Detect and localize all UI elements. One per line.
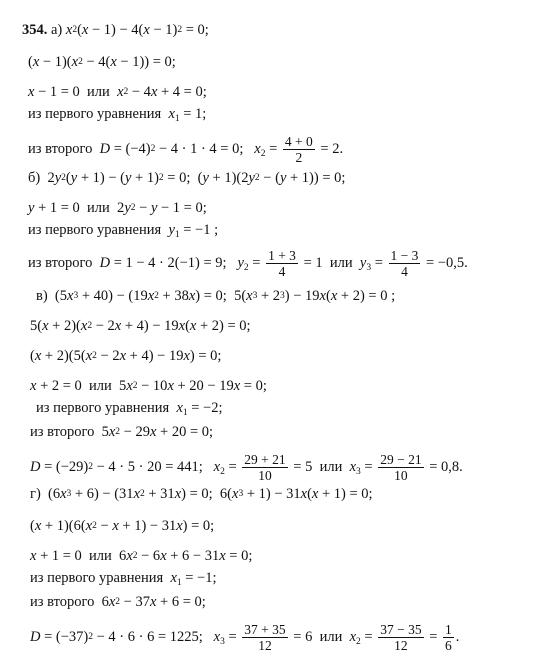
- equation-line: $D = (-29)^2 - 4 \cdot 5 \cdot 20 = 441$; $x_2$ = $\frac{29 + 21}{10}$ = 5 или $x_3$ = $\frac{29 - 21}{10}$ = 0,8.: [30, 452, 463, 483]
- equation-line: $(x + 2)(5(x^2 - 2x + 4) - 19x) = 0$;: [30, 348, 222, 364]
- equation-line: 354. а) $x^2(x - 1) - 4(x - 1)^2 = 0$;: [22, 22, 209, 38]
- equation-line: из второго $5x^2 - 29x + 20 = 0$;: [30, 424, 214, 440]
- equation-line: x + 2 = 0 или $5x^2 - 10x + 20 - 19x = 0$;: [30, 378, 267, 394]
- equation-line: из второго $D = (-4)^2 - 4 \cdot 1 \cdot 4 = 0$; $x_2$ = $\frac{4 + 0}{2}$ = 2.: [28, 134, 344, 165]
- equation-line: б) $2y^2(y + 1) - (y + 1)^2 = 0$; $(y + 1)(2y^2 - (y + 1)) = 0$;: [28, 170, 346, 186]
- equation-line: из первого уравнения $x_1 = 1$;: [28, 106, 207, 124]
- equation-line: $(x + 1)(6(x^2 - x + 1) - 31x) = 0$;: [30, 518, 215, 534]
- equation-line: $D = (-37)^2 - 4 \cdot 6 \cdot 6 = 1225$; $x_3$ = $\frac{37 + 35}{12}$ = 6 или $x_2$ = $\frac{37 - 35}{12}$ = $\frac{1}{6}$ .: [30, 622, 460, 653]
- equation-line: x − 1 = 0 или $x^2 - 4x + 4 = 0$;: [28, 84, 207, 100]
- equation-line: г) $(6x^3 + 6) - (31x^2 + 31x) = 0$; $6(x^3 + 1) - 31x(x + 1) = 0$;: [30, 486, 373, 502]
- equation-line: из первого уравнения $y_1 = -1$ ;: [28, 222, 219, 240]
- equation-line: y + 1 = 0 или $2y^2 - y - 1 = 0$;: [28, 200, 207, 216]
- equation-line: $5(x + 2)(x^2 - 2x + 4) - 19x(x + 2) = 0$;: [30, 318, 251, 334]
- equation-line: из первого уравнения $x_1 = -1$;: [30, 570, 217, 588]
- equation-line: из второго $6x^2 - 37x + 6 = 0$;: [30, 594, 206, 610]
- equation-line: из второго D = 1 − 4 · 2(−1) = 9; $y_2$ = $\frac{1 + 3}{4}$ = 1 или $y_3$ = $\frac{1 - 3}{4}$ = −0,5.: [28, 248, 468, 279]
- equation-line: из первого уравнения $x_1 = -2$;: [36, 400, 223, 418]
- equation-line: в) $(5x^3 + 40) - (19x^2 + 38x) = 0$; $5(x^3 + 2^3) - 19x(x + 2) = 0$ ;: [36, 288, 396, 304]
- equation-line: x + 1 = 0 или $6x^2 - 6x + 6 - 31x = 0$;: [30, 548, 253, 564]
- equation-line: $(x - 1)(x^2 - 4(x - 1)) = 0$;: [28, 54, 176, 70]
